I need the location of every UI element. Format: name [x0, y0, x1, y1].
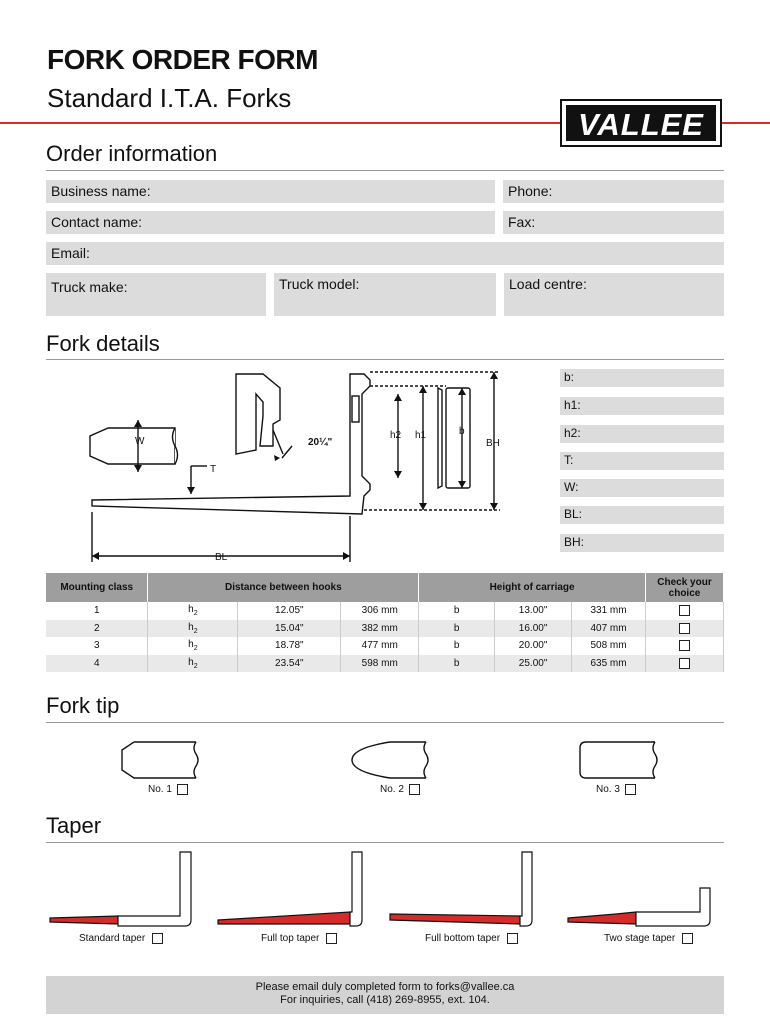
- b-field-label: b:: [564, 370, 575, 384]
- fork-details-rule: [46, 359, 724, 360]
- angle-arrow: [274, 455, 280, 461]
- tip-no2-checkbox[interactable]: [409, 784, 420, 795]
- cell-in: 18.78": [238, 637, 341, 655]
- taper-fullbottom-label: Full bottom taper: [425, 933, 501, 945]
- cell-check: [646, 637, 724, 655]
- taper-twostage-checkbox[interactable]: [682, 933, 693, 944]
- fork-tip-rule: [46, 722, 724, 723]
- cell-bin: 20.00": [495, 637, 572, 655]
- h1-field-label: h1:: [564, 398, 581, 412]
- tip-section-shape: [90, 428, 175, 464]
- taper-fulltop-red: [218, 912, 350, 924]
- table-row: [46, 602, 724, 620]
- carriage-bar: [438, 388, 442, 488]
- taper-option-fullbottom: [425, 933, 518, 944]
- bh-field-label: BH:: [564, 535, 585, 549]
- th-distance-hooks: Distance between hooks: [148, 573, 419, 602]
- b-label: b: [459, 426, 465, 437]
- tip-option-3-label: No. 3: [596, 784, 620, 796]
- cell-mm: 306 mm: [341, 602, 419, 620]
- vallee-logo: [560, 99, 722, 147]
- cell-check: [646, 602, 724, 620]
- tip-no1-break: [194, 742, 198, 778]
- bl-field[interactable]: [560, 506, 724, 524]
- form-title: FORK ORDER FORM: [47, 44, 318, 75]
- b-field[interactable]: [560, 369, 724, 387]
- taper-fullbottom-checkbox[interactable]: [507, 933, 518, 944]
- tip-option-1-label: No. 1: [148, 784, 172, 796]
- cell-h2: $h_2$: [148, 602, 238, 620]
- logo-text: VALLEE: [578, 107, 704, 142]
- cell-bin: 16.00": [495, 620, 572, 638]
- fax-label: Fax:: [508, 214, 536, 230]
- th-mounting-class: Mounting class: [46, 573, 148, 602]
- order-info-heading: Order information: [46, 141, 218, 166]
- footer-line-1: Please email duly completed form to forks@vallee.ca: [255, 981, 515, 993]
- cell-h2: $h_2$: [148, 637, 238, 655]
- tip-no3-checkbox[interactable]: [625, 784, 636, 795]
- tip-no1-checkbox[interactable]: [177, 784, 188, 795]
- cell-mm: 598 mm: [341, 655, 419, 673]
- form-subtitle: Standard I.T.A. Forks: [47, 83, 292, 113]
- tip-option-3: [596, 784, 636, 795]
- w-field-label: W:: [564, 480, 579, 494]
- cell-bmm: 407 mm: [572, 620, 646, 638]
- truck-model-label: Truck model:: [279, 276, 360, 292]
- mounting-class-table: [46, 573, 724, 672]
- taper-twostage-label: Two stage taper: [604, 933, 676, 945]
- cell-bmm: 331 mm: [572, 602, 646, 620]
- taper-shapes: [46, 848, 726, 928]
- email-field[interactable]: [46, 242, 724, 265]
- mounting-class-3-checkbox[interactable]: [679, 640, 690, 651]
- cell-h2: $h_2$: [148, 620, 238, 638]
- tip-option-2: [380, 784, 420, 795]
- bh-field[interactable]: [560, 534, 724, 552]
- hook-angle-leader: [282, 446, 292, 458]
- taper-standard-checkbox[interactable]: [152, 933, 163, 944]
- fork-tip-heading: Fork tip: [46, 693, 120, 718]
- taper-standard-label: Standard taper: [79, 933, 146, 945]
- tip-no2-shape: [352, 742, 426, 778]
- table-header-row: [46, 573, 724, 602]
- taper-option-fulltop: [261, 933, 337, 944]
- bl-field-label: BL:: [564, 507, 583, 521]
- h2-field-label: h2:: [564, 426, 581, 440]
- taper-fullbottom-red: [390, 914, 520, 924]
- hook-angle-line: [273, 430, 283, 454]
- taper-fulltop-label: Full top taper: [261, 933, 320, 945]
- footer-line-2: For inquiries, call (418) 269-8955, ext. 104.: [280, 994, 490, 1006]
- taper-fullbottom-fork: [520, 852, 532, 926]
- order-info-rule: [46, 170, 724, 171]
- cell-in: 23.54": [238, 655, 341, 673]
- cell-mm: 382 mm: [341, 620, 419, 638]
- cell-in: 12.05": [238, 602, 341, 620]
- mounting-class-2-checkbox[interactable]: [679, 623, 690, 634]
- carriage-frame: [446, 388, 470, 488]
- taper-twostage-red: [568, 912, 636, 924]
- contact-name-field[interactable]: [46, 211, 495, 234]
- cell-h2: $h_2$: [148, 655, 238, 673]
- cell-bin: 13.00": [495, 602, 572, 620]
- business-name-field[interactable]: [46, 180, 495, 203]
- cell-b: b: [419, 655, 495, 673]
- footer-box: [46, 976, 724, 1014]
- mounting-class-4-checkbox[interactable]: [679, 658, 690, 669]
- cell-bmm: 508 mm: [572, 637, 646, 655]
- tip-section-break: [173, 428, 178, 464]
- contact-name-label: Contact name:: [51, 214, 143, 230]
- w-field[interactable]: [560, 479, 724, 497]
- fork-tip-shapes: [110, 738, 670, 782]
- tip-option-1: [148, 784, 188, 795]
- h1-label: h1: [415, 430, 427, 441]
- fork-plate-slot: [352, 396, 359, 422]
- bh-label: BH: [486, 438, 500, 449]
- tip-no3-break: [653, 742, 657, 778]
- taper-twostage-fork: [636, 888, 710, 926]
- truck-make-label: Truck make:: [51, 279, 128, 295]
- taper-standard-fork: [118, 852, 191, 926]
- th-check-choice: Check your choice: [646, 573, 724, 602]
- th-height-carriage: Height of carriage: [419, 573, 646, 602]
- tip-no1-shape: [122, 742, 196, 778]
- cell-class: 3: [46, 637, 148, 655]
- email-label: Email:: [51, 245, 90, 261]
- table-row: [46, 637, 724, 655]
- t-label: T: [210, 464, 217, 475]
- load-centre-field[interactable]: [504, 273, 724, 316]
- h1-field[interactable]: [560, 397, 724, 415]
- t-arrow: [187, 487, 195, 494]
- bl-label: BL: [215, 552, 228, 563]
- cell-bmm: 635 mm: [572, 655, 646, 673]
- angle-label: 20¼": [308, 437, 333, 448]
- business-name-label: Business name:: [51, 183, 151, 199]
- tip-option-2-label: No. 2: [380, 784, 404, 796]
- taper-option-twostage: [604, 933, 693, 944]
- cell-check: [646, 655, 724, 673]
- cell-class: 2: [46, 620, 148, 638]
- fork-diagram: [80, 366, 550, 566]
- taper-fulltop-checkbox[interactable]: [326, 933, 337, 944]
- taper-standard-red: [50, 916, 118, 924]
- taper-option-standard: [79, 933, 163, 944]
- cell-b: b: [419, 637, 495, 655]
- table-row: [46, 655, 724, 673]
- cell-in: 15.04": [238, 620, 341, 638]
- tip-no2-break: [424, 742, 428, 778]
- fork-details-heading: Fork details: [46, 331, 160, 356]
- fax-field[interactable]: [503, 211, 724, 234]
- truck-make-field[interactable]: [46, 273, 266, 316]
- cell-class: 1: [46, 602, 148, 620]
- cell-mm: 477 mm: [341, 637, 419, 655]
- cell-b: b: [419, 620, 495, 638]
- cell-bin: 25.00": [495, 655, 572, 673]
- cell-b: b: [419, 602, 495, 620]
- phone-field[interactable]: [503, 180, 724, 203]
- taper-fulltop-fork: [350, 852, 362, 926]
- t-field[interactable]: [560, 452, 724, 470]
- h2-field[interactable]: [560, 425, 724, 443]
- cell-class: 4: [46, 655, 148, 673]
- truck-model-field[interactable]: [274, 273, 496, 316]
- tip-no3-shape: [580, 742, 655, 778]
- hook-detail-shape: [236, 374, 280, 454]
- t-field-label: T:: [564, 453, 574, 467]
- load-centre-label: Load centre:: [509, 276, 587, 292]
- w-label: W: [135, 436, 145, 447]
- h2-label: h2: [390, 430, 402, 441]
- taper-rule: [46, 842, 724, 843]
- phone-label: Phone:: [508, 183, 553, 199]
- table-row: [46, 620, 724, 638]
- mounting-class-1-checkbox[interactable]: [679, 605, 690, 616]
- cell-check: [646, 620, 724, 638]
- taper-heading: Taper: [46, 813, 102, 838]
